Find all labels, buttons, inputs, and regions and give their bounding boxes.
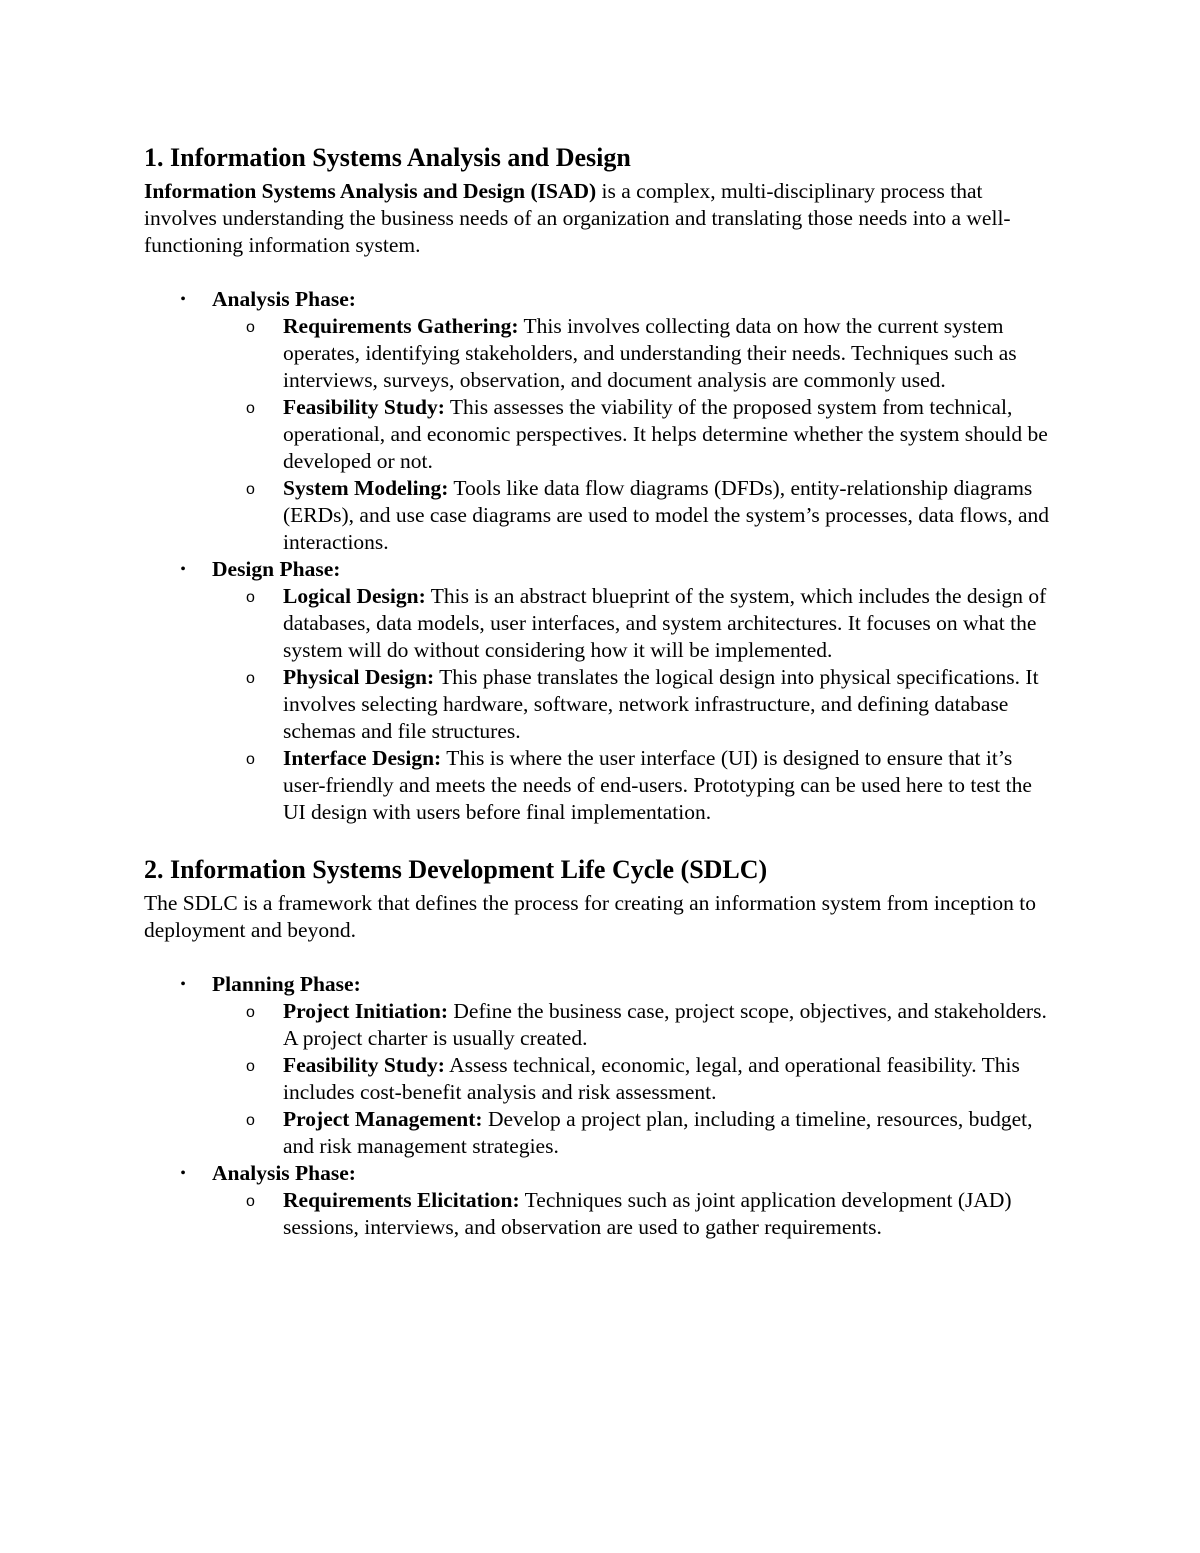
list-item: [144, 1052, 1056, 1106]
list-item-body: [283, 394, 1056, 475]
item-text: Define the business case, project scope, objectives, and stakeholders. A project charter is usually created.: [283, 999, 1047, 1050]
list-item: [144, 664, 1056, 745]
bullet-marker: •: [180, 561, 186, 578]
item-label: Physical Design:: [283, 665, 435, 689]
item-text: This is where the user interface (UI) is designed to ensure that it’s user-friendly and meets the needs of end-users. Prototyping can be used here to test the UI design with users before final implementation.: [283, 746, 1032, 824]
item-label: Feasibility Study:: [283, 395, 445, 419]
subitem-list: [144, 998, 1056, 1160]
list-item-body: [283, 475, 1056, 556]
item-text: This assesses the viability of the proposed system from technical, operational, and economic perspectives. It helps determine whether the system should be developed or not.: [283, 395, 1048, 473]
intro-text: The SDLC is a framework that defines the process for creating an information system from inception to deployment and beyond.: [144, 891, 1036, 942]
list-item-body: [283, 664, 1056, 745]
item-label: Project Management:: [283, 1107, 483, 1131]
sub-bullet-marker: o: [246, 589, 255, 606]
list-item: [144, 1106, 1056, 1160]
subitem-list: [144, 583, 1056, 826]
sub-bullet-marker: o: [246, 319, 255, 336]
list-item-body: [283, 583, 1056, 664]
sub-bullet-marker: o: [246, 400, 255, 417]
phase-item-design: [144, 556, 1056, 826]
phase-title: Analysis Phase:: [212, 287, 356, 311]
phase-list-isad: [144, 286, 1056, 826]
item-text: This phase translates the logical design into physical specifications. It involves selecting hardware, software, network infrastructure, and defining database schemas and file structures.: [283, 665, 1039, 743]
phase-item-analysis: [144, 1160, 1056, 1241]
item-label: System Modeling:: [283, 476, 449, 500]
bullet-marker: •: [180, 291, 186, 308]
bullet-marker: •: [180, 976, 186, 993]
phase-title: Analysis Phase:: [212, 1161, 356, 1185]
list-item-body: [283, 745, 1056, 826]
sub-bullet-marker: o: [246, 1193, 255, 1210]
section-intro-isad: [144, 178, 1056, 259]
phase-item-analysis: [144, 286, 1056, 556]
phase-item-planning: [144, 971, 1056, 1160]
item-label: Requirements Elicitation:: [283, 1188, 520, 1212]
list-item: [144, 1187, 1056, 1241]
list-item-body: [283, 313, 1056, 394]
list-item-body: [283, 1106, 1056, 1160]
item-label: Interface Design:: [283, 746, 442, 770]
intro-text: is a complex, multi-disciplinary process that involves understanding the business needs of an organization and translating those needs into a well-functioning information system.: [144, 179, 1011, 257]
phase-title: Planning Phase:: [212, 972, 361, 996]
list-item-body: [283, 1187, 1056, 1241]
section-heading-isad: 1. Information Systems Analysis and Design: [144, 143, 631, 172]
intro-bold-term: Information Systems Analysis and Design (ISAD): [144, 179, 597, 203]
list-item-body: [283, 998, 1056, 1052]
item-text: Assess technical, economic, legal, and operational feasibility. This includes cost-benefit analysis and risk assessment.: [283, 1053, 1020, 1104]
list-item: [144, 745, 1056, 826]
item-text: This is an abstract blueprint of the system, which includes the design of databases, data models, user interfaces, and system architectures. It focuses on what the system will do without considering how it will be implemented.: [283, 584, 1047, 662]
list-item: [144, 475, 1056, 556]
subitem-list: [144, 1187, 1056, 1241]
item-label: Logical Design:: [283, 584, 426, 608]
sub-bullet-marker: o: [246, 670, 255, 687]
section-intro-sdlc: [144, 890, 1056, 944]
list-item: [144, 583, 1056, 664]
item-text: Develop a project plan, including a timeline, resources, budget, and risk management strategies.: [283, 1107, 1033, 1158]
sub-bullet-marker: o: [246, 1112, 255, 1129]
list-item: [144, 998, 1056, 1052]
phase-list-sdlc: [144, 971, 1056, 1241]
section-heading-sdlc: 2. Information Systems Development Life Cycle (SDLC): [144, 855, 768, 884]
sub-bullet-marker: o: [246, 1058, 255, 1075]
document-content: [144, 138, 1056, 1241]
list-item-body: [283, 1052, 1056, 1106]
item-text: Tools like data flow diagrams (DFDs), entity-relationship diagrams (ERDs), and use case diagrams are used to model the system’s processes, data flows, and interactions.: [283, 476, 1050, 554]
sub-bullet-marker: o: [246, 751, 255, 768]
sub-bullet-marker: o: [246, 1004, 255, 1021]
list-item: [144, 313, 1056, 394]
item-text: Techniques such as joint application development (JAD) sessions, interviews, and observation are used to gather requirements.: [283, 1188, 1012, 1239]
item-text: This involves collecting data on how the current system operates, identifying stakeholders, and understanding their needs. Techniques such as interviews, surveys, observation, and document analysis are commonly used.: [283, 314, 1017, 392]
item-label: Project Initiation:: [283, 999, 448, 1023]
bullet-marker: •: [180, 1165, 186, 1182]
phase-title: Design Phase:: [212, 557, 341, 581]
item-label: Feasibility Study:: [283, 1053, 445, 1077]
item-label: Requirements Gathering:: [283, 314, 519, 338]
list-item: [144, 394, 1056, 475]
subitem-list: [144, 313, 1056, 556]
sub-bullet-marker: o: [246, 481, 255, 498]
